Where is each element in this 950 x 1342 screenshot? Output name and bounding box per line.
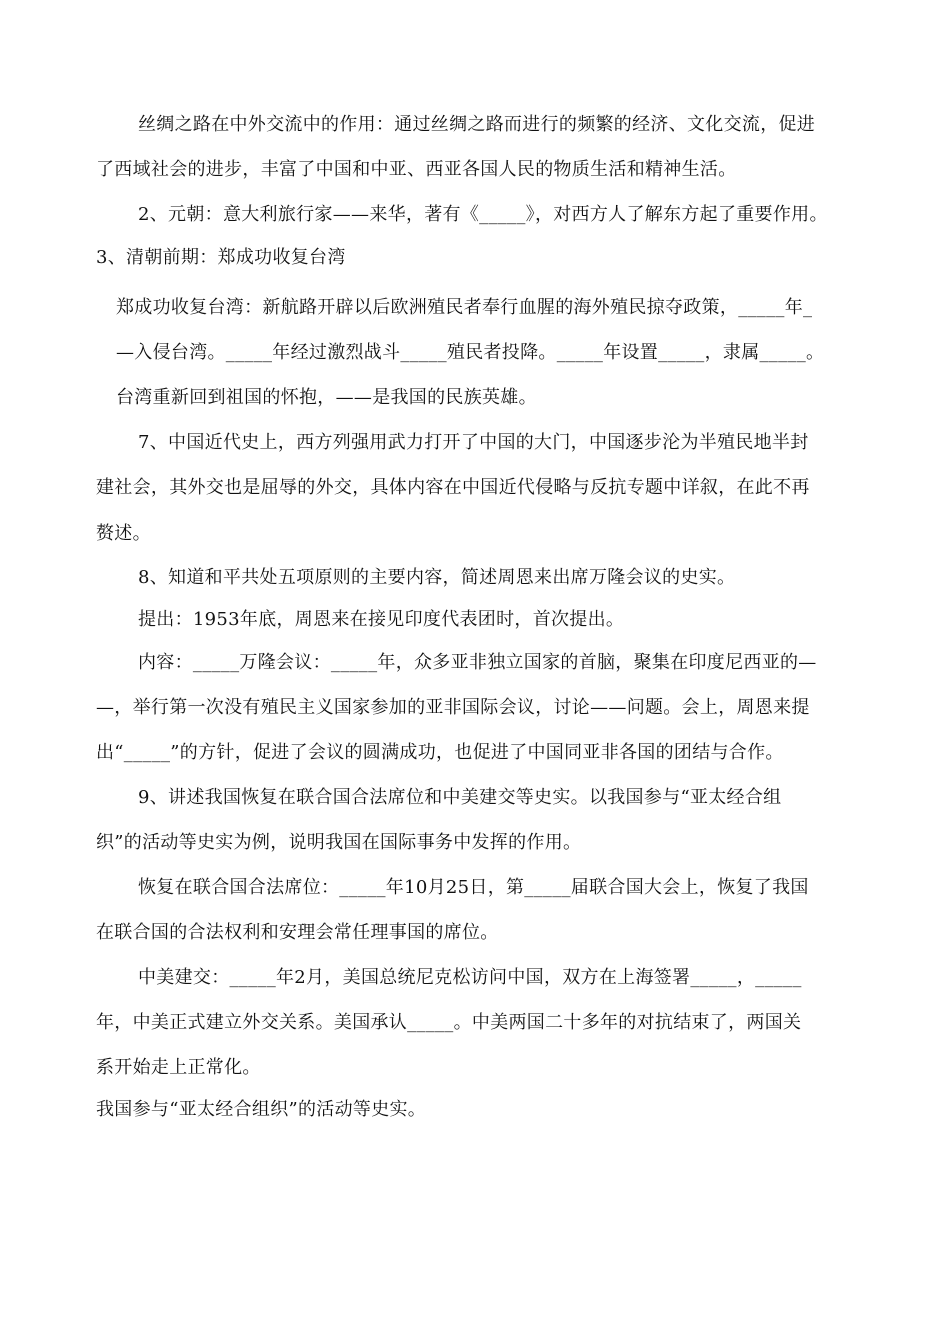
text-line: 织”的活动等史实为例，说明我国在国际事务中发挥的作用。 bbox=[96, 832, 582, 853]
text-line: 中美建交：_____年2月，美国总统尼克松访问中国，双方在上海签署_____，_____ bbox=[138, 967, 802, 988]
text-line: 丝绸之路在中外交流中的作用：通过丝绸之路而进行的频繁的经济、文化交流，促进 bbox=[138, 114, 816, 135]
text-line: 郑成功收复台湾：新航路开辟以后欧洲殖民者奉行血腥的海外殖民掠夺政策，_____年_ bbox=[116, 297, 813, 318]
text-line: 9、讲述我国恢复在联合国合法席位和中美建交等史实。以我国参与“亚太经合组 bbox=[138, 787, 782, 808]
text-line: 3、清朝前期：郑成功收复台湾 bbox=[96, 247, 346, 268]
text-line: 建社会，其外交也是屈辱的外交，具体内容在中国近代侵略与反抗专题中详叙，在此不再 bbox=[96, 477, 810, 498]
text-line: 年，中美正式建立外交关系。美国承认_____。中美两国二十多年的对抗结束了，两国关 bbox=[96, 1012, 802, 1033]
text-line: —，举行第一次没有殖民主义国家参加的亚非国际会议，讨论——问题。会上，周恩来提 bbox=[96, 697, 810, 718]
text-line: —入侵台湾。_____年经过激烈战斗_____殖民者投降。_____年设置_____，隶属_____。 bbox=[116, 342, 825, 363]
text-line: 7、中国近代史上，西方列强用武力打开了中国的大门，中国逐步沦为半殖民地半封 bbox=[138, 432, 809, 453]
text-line: 我国参与“亚太经合组织”的活动等史实。 bbox=[96, 1099, 427, 1120]
text-line: 2、元朝：意大利旅行家——来华，著有《_____》，对西方人了解东方起了重要作用。 bbox=[138, 204, 828, 225]
text-line: 赘述。 bbox=[96, 523, 151, 544]
text-line: 台湾重新回到祖国的怀抱，——是我国的民族英雄。 bbox=[116, 387, 537, 408]
text-line: 在联合国的合法权利和安理会常任理事国的席位。 bbox=[96, 922, 499, 943]
text-line: 内容：_____万隆会议：_____年，众多亚非独立国家的首脑，聚集在印度尼西亚的— bbox=[138, 652, 817, 673]
text-line: 出“_____”的方针，促进了会议的圆满成功，也促进了中国同亚非各国的团结与合作。 bbox=[96, 742, 784, 763]
text-line: 提出：1953年底，周恩来在接见印度代表团时，首次提出。 bbox=[138, 609, 625, 630]
text-line: 恢复在联合国合法席位：_____年10月25日，第_____届联合国大会上，恢复了我国 bbox=[138, 877, 809, 898]
text-line: 8、知道和平共处五项原则的主要内容，简述周恩来出席万隆会议的史实。 bbox=[138, 567, 736, 588]
text-line: 了西域社会的进步，丰富了中国和中亚、西亚各国人民的物质生活和精神生活。 bbox=[96, 159, 737, 180]
text-line: 系开始走上正常化。 bbox=[96, 1057, 261, 1078]
